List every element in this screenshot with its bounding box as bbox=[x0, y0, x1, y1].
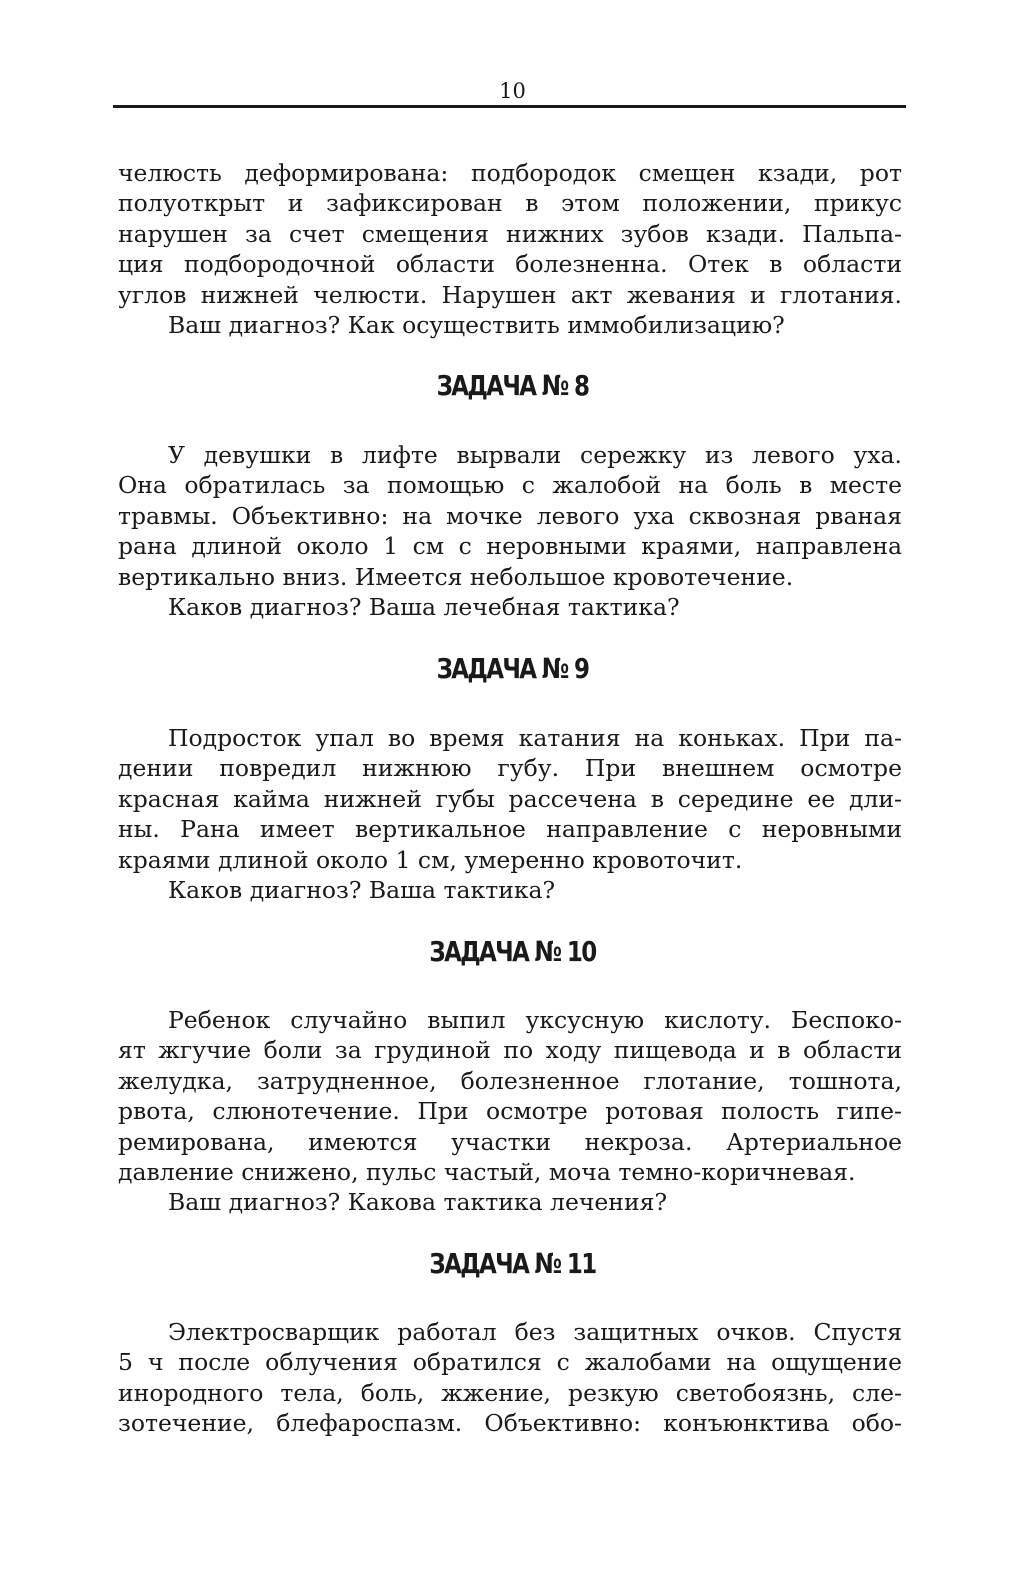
text-line: вертикально вниз. Имеется небольшое кровотечение. bbox=[118, 562, 794, 591]
text-line: нарушен за счет смещения нижних зубов кзади. Пальпа- bbox=[118, 219, 902, 248]
text-line: Ребенок случайно выпил уксусную кислоту. Беспоко- bbox=[168, 1006, 902, 1034]
question-line: Ваш диагноз? Какова тактика лечения? bbox=[168, 1188, 668, 1217]
task-10-heading: ЗАДАЧА № 10 bbox=[429, 935, 596, 968]
task-11-heading: ЗАДАЧА № 11 bbox=[429, 1247, 596, 1280]
text-line: дении повредил нижнюю губу. При внешнем осмотре bbox=[118, 754, 902, 783]
task-9-paragraph bbox=[118, 723, 902, 905]
text-line: ремирована, имеются участки некроза. Артериальное bbox=[118, 1127, 902, 1156]
task-8-paragraph bbox=[118, 440, 902, 622]
text-line: ны. Рана имеет вертикальное направление с неровными bbox=[118, 815, 902, 844]
task-10-paragraph bbox=[118, 1005, 902, 1218]
text-line: полуоткрыт и зафиксирован в этом положении, прикус bbox=[118, 189, 902, 218]
text-line: давление снижено, пульс частый, моча темно-коричневая. bbox=[118, 1158, 856, 1187]
text-line: Она обратилась за помощью с жалобой на боль в месте bbox=[118, 471, 902, 500]
text-line: рана длиной около 1 см с неровными краями, направлена bbox=[118, 532, 902, 561]
question-line: Каков диагноз? Ваша тактика? bbox=[168, 876, 556, 905]
text-line: ят жгучие боли за грудиной по ходу пищевода и в области bbox=[118, 1036, 902, 1065]
task-11-paragraph bbox=[118, 1317, 902, 1439]
text-line: Подросток упал во время катания на коньках. При па- bbox=[168, 724, 902, 752]
text-line: Электросварщик работал без защитных очков. Спустя bbox=[168, 1318, 902, 1346]
text-line: 5 ч после облучения обратился с жалобами на ощущение bbox=[118, 1348, 902, 1377]
text-line: углов нижней челюсти. Нарушен акт жевания и глотания. bbox=[118, 280, 902, 309]
text-line: зотечение, блефароспазм. Объективно: конъюнктива обо- bbox=[118, 1409, 902, 1438]
task-9-heading: ЗАДАЧА № 9 bbox=[436, 652, 589, 685]
text-line: рвота, слюнотечение. При осмотре ротовая полость гипе- bbox=[118, 1097, 902, 1126]
text-line: травмы. Объективно: на мочке левого уха сквозная рваная bbox=[118, 501, 902, 530]
text-line: краями длиной около 1 см, умеренно кровоточит. bbox=[118, 845, 743, 874]
task-8-heading: ЗАДАЧА № 8 bbox=[436, 369, 589, 402]
text-line: ция подбородочной области болезненна. Отек в области bbox=[118, 250, 902, 279]
text-line: челюсть деформирована: подбородок смещен кзади, рот bbox=[118, 159, 902, 187]
question-line: Каков диагноз? Ваша лечебная тактика? bbox=[168, 593, 680, 622]
text-line: инородного тела, боль, жжение, резкую светобоязнь, сле- bbox=[118, 1378, 902, 1407]
question-line: Ваш диагноз? Как осуществить иммобилизацию? bbox=[168, 311, 785, 340]
text-line: желудка, затрудненное, болезненное глотание, тошнота, bbox=[118, 1066, 902, 1095]
intro-paragraph bbox=[118, 158, 902, 340]
header-rule bbox=[113, 105, 906, 108]
text-line: У девушки в лифте вырвали сережку из левого уха. bbox=[168, 441, 902, 469]
page-number: 10 bbox=[499, 79, 526, 103]
text-line: красная кайма нижней губы рассечена в середине ее дли- bbox=[118, 784, 902, 813]
